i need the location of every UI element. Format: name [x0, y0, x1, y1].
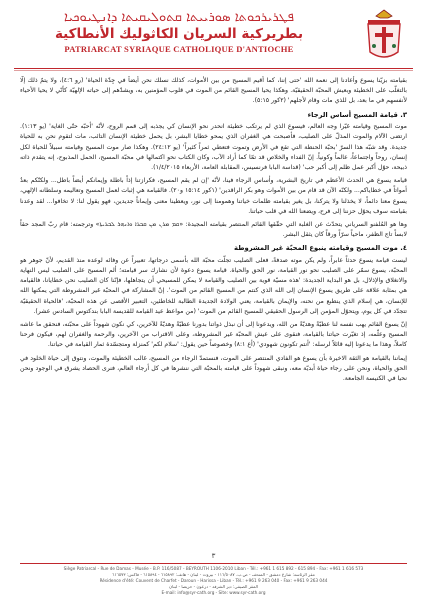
- section-heading: ٣. قيامة المسيح أساس الرجاء: [307, 110, 407, 119]
- letterhead-text: [14, 10, 344, 54]
- footer-divider: [20, 563, 407, 564]
- arabic-title: بطريركية السريان الكاثوليك الأنطاكية: [54, 26, 304, 42]
- body-paragraph: ليست قيامة يسوع حدثاً عابراً، ولم يكن موته صدفةً، فعلى الصليب تجلّت محبّة الله بأسمى درجاتها، تعبيراً عن وفائه لوعده منذ القديم، لأنّ جوهر هو المحبّة، يسوع سمّر على الصليب نحو نور القيامة، نور الحق والحياة. قيامة يسوع دعوة لأن نشارك سر قيامته؛ ألم المسيح على الصليب ليس النهاية والانغلاق والإذلال، بل هو البداية الجديدة: 'هذه مسيّة قوية بين الصليب والقيامة لا يمكن للمسيحي أن يتجاهلها، فإنّنا كان الصليب نحن خطايانا، فالقيامة هي بمثابة علاقة على طريق يسوع الإنسان إلى الله الذي كنتم من المسيح القائم من الموت'. إنّ المشاركة في المحبّة غير المشروطة التي يمكنها الله للإنسان، هي إسلام الذي ينطبع من نحنه، والإيمان بالقيامة، يعني الولادة الجديدة الطالبة للخاطئين، التعبير الأقصى عن هذه المحبّة، 'فالحياة الحقيقيّة تتجدّد في كل يوم، ويتحوّل المؤمن إلى الرسول الحقيقي للمسيح القائم من الموت' (من مواعظ عيد القيامة للقديسة البابا بندكتوس السادس عشر).: [20, 256, 407, 315]
- letterhead-footer: [0, 566, 427, 596]
- body-paragraph: إنّ يسوع القائم يهب نفسه لنا عطيّةً وهديّةً من الله، ويدعونا إلى أن نبذل ذواتنا بدورنا عطيّةً وهديّةً للآخرين، كي نكون شهوداً على محبّته، فنحقق ما عاشه المسيح وعلّمه، إذ تغيّرت حياتنا بالقيامة، فنقوى على عيش المحبّة غير المشروطة، وعلى الاقتراب من الآخرين، والرحمة والغفران لهم، فيكون فرحنا كاملاً، وهذا ما يدعونا إليه قائلاً لرسله: 'أنتم تكونون شهودي' (أع ٨:١) وخصوصاً حين يقول: 'سلام لكم' كمنزلة ومتجسّدة ثمار القيامة في حياتنا.: [20, 321, 407, 349]
- body-paragraph: بقيامته بزيّنا يسوع وأعادنا إلى نعمة الله 'حتى إننا، كما أُقيم المسيح من بين الأموات، كذلك نسلك نحن أيضاً في جِدّة الحياة' (رو ٤:٦)، ولا يتمّ ذلك إلّا بالتغلّب على الخطيئة وبعيش المحبّة الحقيقيّة. وهكذا يحيا المسيح القائم من الموت في قلوب المؤمنين به، ويشدّهم إلى حياته الإلهيّة كأنّي لا يحيا الأحياء لأنفسهم في ما بعد، بل للذي مات وقام لأجلهم' (٢كور ٥:١٥).: [20, 77, 407, 105]
- footer-address-fr: Siège Patriarcal - Rue de Damas - Musée - B.P. 116/5087 - BEYROUTH 1106-2010 Liban - Tél.: +961 1 615 892 - 615 894 - Fax: +961 1 616 573: [63, 566, 364, 571]
- letter-body: [20, 76, 407, 546]
- patriarchal-emblem-icon: [358, 8, 410, 64]
- section-heading: ٤. موت المسيح وقيامته ينبوع المحبّة غير المشروطة: [234, 244, 407, 253]
- footer-contact: E-mail: info@syr-cath.org - Site: www.syr-cath.org: [161, 590, 266, 595]
- footer-address-ar: مقر الرئاسة: شارع دمشق - المتحف - ص.ب. ١١٦/٥٠٨٧ - بيروت - لبنان - هاتف: ٦١٥٨٩٢ - ٦١٥٨٩٤ - فاكس: ٦١٦٥٧٣: [112, 572, 315, 577]
- body-paragraph: قيامة يسوع هي الحدث الأعظم في تاريخ البشرية، وأساس الرجاء فينا، لأنّه 'إن لم يقم المسيح، فكرازتنا إذاً باطلة وإيمانكم أيضاً باطل... ولكنّكم بعدُ أمواتاً في خطاياكم... ولكنّه الآن قد قام من بين الأموات وهو بكر الراقدين' (١كور ١٥:١٤ و٢٠). فالقيامة هي إثبات لعمل المسيح وتعاليمه وسلطانه الإلهي، يسوع معنا دائماً، لا يخذلنا ولا يتركنا، بل يغير بقيامته ظلمات خياتنا وهمومنا إلى نور، ويعطينا معنى وإيماناً جديدين، فهو يقول لنا: لا تخافوا... لقد وعدنا بقيامته سوف يحوّل حزننا إلى فرح، ويضعنا الله في قلب حياتنا.: [20, 177, 407, 215]
- page-number: ٣: [211, 552, 216, 560]
- header-divider-thin: [14, 70, 413, 71]
- letterhead: [0, 6, 427, 64]
- syriac-title: ܦܛܪܝܪܟܘܬܐ ܣܘܪܝܝܬܐ ܩܬܘܠܝܩܝܬܐ ܕܐܢܛܝܘܟܝܐ: [64, 10, 294, 25]
- footer-summer-residence-fr: Résidence d'été: Couvent de Charfet - Daroun - Harissa - Liban - Tél.: +961 9 263 040 - Fax: +961 9 263 044: [99, 578, 328, 583]
- footer-summer-residence-ar: المقر الصيفي: دير الشرفة - درعون - حريصا - لبنان: [169, 584, 258, 589]
- header-divider: [14, 68, 413, 69]
- latin-title: PATRIARCAT SYRIAQUE CATHOLIQUE D'ANTIOCHE: [64, 44, 294, 54]
- body-paragraph: إيماننا بالقيامة هو الثقة الاخيرة بأن يسوع هو الفادي المنتصر على الموت، فنستمدّ الرجاء من المسيح، غالب الخطيئة والموت، ونتوق إلى حياة الخلود في الحق والحياة، ونحن على رجاء حياة أبديّة معه، ونبقى شهوداً على قيامته بالمحبّة التي ننشرها في كل أرجاء العالم، فنرى الحصاد يشرق في الوجود ونحن نحيا في الكنيسة الجامعة.: [20, 354, 407, 383]
- body-paragraph-syriac-quote: وها هو المُلفنو السرياني يتحدّث عن الغلبة التي حقّقها القائم المنتصر بقيامته المجيدة: «ܩܡ ܡܪܢ ܡܢ ܩܒܪܐ ܘܐܢܗܪ ܠܒܪܝܬܐ» وترجمته: قام ربّ المجد حقاً لابساً تاج الظفر، ماحياً سرّاً ورقاً كان يثقل البشر.: [20, 220, 407, 239]
- body-paragraph: موت المسيح وقيامته غيّرا وجه العالم، فيسوع الذي لم يرتكب خطيئة انحدر نحو الإنسان كي يجذبه إلى قمم الروح، لأنّه 'أحبّه حتّى الغاية' (يو ١:١٣). ارتضى الآلام والموت المذلّ على الصليب، فأصبحت هي الغفران الذي يمحو خطايا البشر، بل يحمل خطيئة الإنسان التائب، مات لتقوم نحن به للحياة جديدة. وقد شبّه هذا السرّ 'بحبّة الحنطة التي تقع في الأرض وتموت فتعطي ثمراً كثيراً' (يو ٢٤:١٢). وهكذا صار موت المسيح وقيامته سبيلاً للحياة لكل إنسان، روحاً واجتماعاً، عالماً وكونياً. إنّ الفداء والخلاص قد تمّا كما أراد الآب، وكان الكتاب نحو اكتمالها في محبّة المسيح، الحمل المذبوح، إنه يتقدم ذاته ذبيحة، حوّل أكبر عمل ظلم إلى أكبر حب' (قداسة البابا فرنسيس، المقابلة العامة، الأربعاء ١/٤/٢٠١٥).: [20, 123, 407, 171]
